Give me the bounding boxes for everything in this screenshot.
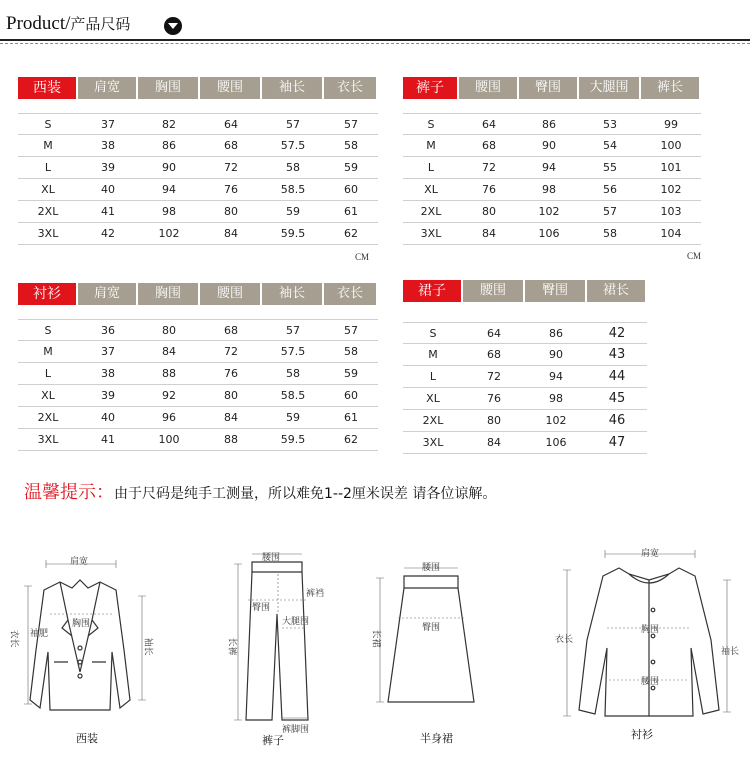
pants-size-cell: M bbox=[426, 139, 436, 152]
pants-header-cell: 臀围 bbox=[519, 77, 579, 99]
shirt-value-cell: 57 bbox=[344, 324, 358, 337]
pants-value-cell: 54 bbox=[603, 139, 617, 152]
suit-value-cell: 58.5 bbox=[280, 183, 306, 196]
suit-table-row bbox=[18, 135, 378, 157]
skirt-value-cell: 102 bbox=[545, 414, 567, 427]
suit-value-cell: 64 bbox=[224, 118, 238, 131]
suit-value-cell: 40 bbox=[101, 183, 115, 196]
title-english: Product/ bbox=[6, 13, 71, 34]
suit-value-cell: 98 bbox=[162, 205, 176, 218]
skirt-table-row bbox=[403, 322, 647, 344]
pants-value-cell: 99 bbox=[664, 118, 678, 131]
shirt-value-cell: 92 bbox=[162, 389, 176, 402]
pants-value-cell: 84 bbox=[482, 227, 496, 240]
skirt-value-cell: 94 bbox=[549, 370, 563, 383]
skirt-value-cell: 64 bbox=[487, 327, 501, 340]
suit-value-cell: 84 bbox=[224, 227, 238, 240]
pants-value-cell: 68 bbox=[482, 139, 496, 152]
shirt-size-cell: XL bbox=[41, 389, 55, 402]
suit-table-row bbox=[18, 113, 378, 135]
shirt-value-cell: 88 bbox=[224, 433, 238, 446]
suit-value-cell: 68 bbox=[224, 139, 238, 152]
shirt-value-cell: 61 bbox=[344, 411, 358, 424]
pants-value-cell: 102 bbox=[660, 183, 682, 196]
shirt-diagram-caption: 衬衫 bbox=[631, 728, 653, 741]
pants-header-cell: 大腿围 bbox=[579, 77, 641, 99]
suit-value-cell: 90 bbox=[162, 161, 176, 174]
suit-value-cell: 42 bbox=[101, 227, 115, 240]
suit-value-cell: 102 bbox=[158, 227, 180, 240]
shirt-value-cell: 37 bbox=[101, 345, 115, 358]
skirt-value-cell: 84 bbox=[487, 436, 501, 449]
skirt-hip-label: 臀围 bbox=[422, 623, 441, 633]
skirt-diagram-caption: 半身裙 bbox=[420, 732, 453, 745]
suit-header-cell: 腰围 bbox=[200, 77, 262, 99]
suit-size-cell: XL bbox=[41, 183, 55, 196]
suit-table-row bbox=[18, 201, 378, 223]
skirt-header-cell: 裙子 bbox=[403, 280, 463, 302]
notice-text: 由于尺码是纯手工测量，所以难免1--2厘米误差 请各位谅解。 bbox=[114, 486, 497, 502]
skirt-value-cell: 44 bbox=[608, 369, 626, 384]
suit-size-cell: 2XL bbox=[37, 205, 59, 218]
shirt-value-cell: 80 bbox=[224, 389, 238, 402]
shirt-value-cell: 59.5 bbox=[280, 433, 306, 446]
suit-value-cell: 94 bbox=[162, 183, 176, 196]
skirt-value-cell: 72 bbox=[487, 370, 501, 383]
pants-value-cell: 100 bbox=[660, 139, 682, 152]
suit-size-cell: M bbox=[43, 139, 53, 152]
suit-value-cell: 57 bbox=[344, 118, 358, 131]
pants-table-row bbox=[403, 223, 701, 245]
suit-value-cell: 58 bbox=[344, 139, 358, 152]
skirt-measurement-diagram bbox=[360, 540, 490, 750]
skirt-length-label: 长裙 bbox=[370, 629, 381, 648]
skirt-size-table bbox=[403, 280, 701, 480]
suit-value-cell: 58 bbox=[286, 161, 300, 174]
pants-table-row bbox=[403, 157, 701, 179]
suit-measurement-diagram bbox=[0, 540, 180, 750]
suit-header-cell: 西装 bbox=[18, 77, 78, 99]
shirt-value-cell: 84 bbox=[224, 411, 238, 424]
header-dashed-divider bbox=[0, 43, 750, 44]
shirt-shoulder-label: 肩宽 bbox=[641, 549, 660, 559]
pants-measurement-diagram bbox=[220, 540, 330, 750]
pants-value-cell: 86 bbox=[542, 118, 556, 131]
pants-size-table bbox=[403, 77, 701, 277]
suit-value-cell: 57.5 bbox=[280, 139, 306, 152]
shirt-header-cell: 衬衫 bbox=[18, 283, 78, 305]
suit-value-cell: 59 bbox=[286, 205, 300, 218]
shirt-size-cell: M bbox=[43, 345, 53, 358]
suit-unit: CM bbox=[355, 252, 370, 262]
suit-chest-label: 胸围 bbox=[72, 619, 91, 629]
skirt-size-cell: XL bbox=[426, 392, 440, 405]
chevron-down-icon bbox=[164, 17, 182, 35]
shirt-value-cell: 58 bbox=[344, 345, 358, 358]
suit-value-cell: 59 bbox=[344, 161, 358, 174]
shirt-sleeve-label: 袖长 bbox=[721, 647, 740, 657]
pants-size-cell: 2XL bbox=[420, 205, 442, 218]
suit-length-label: 衣长 bbox=[8, 629, 19, 648]
suit-size-cell: S bbox=[44, 118, 52, 131]
pants-size-cell: L bbox=[427, 161, 435, 174]
skirt-value-cell: 80 bbox=[487, 414, 501, 427]
shirt-value-cell: 60 bbox=[344, 389, 358, 402]
page-title bbox=[6, 13, 130, 35]
pants-value-cell: 56 bbox=[603, 183, 617, 196]
skirt-table-row bbox=[403, 366, 647, 388]
shirt-value-cell: 62 bbox=[344, 433, 358, 446]
skirt-waist-label: 腰围 bbox=[422, 563, 441, 573]
pants-value-cell: 90 bbox=[542, 139, 556, 152]
page-header bbox=[0, 0, 750, 44]
shirt-value-cell: 84 bbox=[162, 345, 176, 358]
skirt-value-cell: 90 bbox=[549, 348, 563, 361]
pants-value-cell: 94 bbox=[542, 161, 556, 174]
pants-value-cell: 104 bbox=[660, 227, 682, 240]
skirt-size-cell: 3XL bbox=[422, 436, 444, 449]
pants-value-cell: 106 bbox=[538, 227, 560, 240]
pants-table-row bbox=[403, 135, 701, 157]
pants-value-cell: 101 bbox=[660, 161, 682, 174]
pants-unit: CM bbox=[687, 251, 702, 261]
shirt-value-cell: 80 bbox=[162, 324, 176, 337]
shirt-size-cell: 2XL bbox=[37, 411, 59, 424]
pants-size-cell: S bbox=[427, 118, 435, 131]
shirt-value-cell: 39 bbox=[101, 389, 115, 402]
pants-value-cell: 103 bbox=[660, 205, 682, 218]
pants-crotch-label: 裤裆 bbox=[306, 589, 325, 599]
skirt-value-cell: 86 bbox=[549, 327, 563, 340]
suit-value-cell: 76 bbox=[224, 183, 238, 196]
pants-header-cell: 腰围 bbox=[459, 77, 519, 99]
pants-value-cell: 64 bbox=[482, 118, 496, 131]
skirt-header-cell: 臀围 bbox=[525, 280, 587, 302]
skirt-size-cell: 2XL bbox=[422, 414, 444, 427]
shirt-value-cell: 68 bbox=[224, 324, 238, 337]
pants-table-row bbox=[403, 201, 701, 223]
pants-size-cell: 3XL bbox=[420, 227, 442, 240]
skirt-value-cell: 45 bbox=[608, 391, 626, 406]
skirt-value-cell: 76 bbox=[487, 392, 501, 405]
skirt-value-cell: 68 bbox=[487, 348, 501, 361]
shirt-value-cell: 58 bbox=[286, 367, 300, 380]
shirt-value-cell: 88 bbox=[162, 367, 176, 380]
pants-value-cell: 55 bbox=[603, 161, 617, 174]
shirt-table-row bbox=[18, 407, 378, 429]
suit-header-cell: 胸围 bbox=[138, 77, 200, 99]
suit-value-cell: 39 bbox=[101, 161, 115, 174]
shirt-value-cell: 36 bbox=[101, 324, 115, 337]
skirt-header-cell: 腰围 bbox=[463, 280, 525, 302]
shirt-value-cell: 72 bbox=[224, 345, 238, 358]
pants-header-cell: 裤子 bbox=[403, 77, 459, 99]
shirt-value-cell: 59 bbox=[286, 411, 300, 424]
shirt-value-cell: 76 bbox=[224, 367, 238, 380]
skirt-size-cell: S bbox=[429, 327, 437, 340]
pants-value-cell: 53 bbox=[603, 118, 617, 131]
suit-header-cell: 袖长 bbox=[262, 77, 324, 99]
title-chinese: 产品尺码 bbox=[70, 15, 131, 33]
skirt-size-cell: L bbox=[429, 370, 437, 383]
pants-length-label: 长裤 bbox=[226, 637, 237, 656]
suit-value-cell: 57 bbox=[286, 118, 300, 131]
pants-value-cell: 98 bbox=[542, 183, 556, 196]
suit-value-cell: 41 bbox=[101, 205, 115, 218]
shirt-header-cell: 胸围 bbox=[138, 283, 200, 305]
suit-size-cell: L bbox=[44, 161, 52, 174]
pants-hip-label: 臀围 bbox=[252, 603, 271, 613]
skirt-table-row bbox=[403, 344, 647, 366]
pants-value-cell: 58 bbox=[603, 227, 617, 240]
pants-size-cell: XL bbox=[424, 183, 438, 196]
shirt-value-cell: 57.5 bbox=[280, 345, 306, 358]
pants-diagram-caption: 裤子 bbox=[262, 734, 284, 747]
shirt-chest-label: 胸围 bbox=[641, 625, 660, 635]
shirt-size-table bbox=[18, 283, 378, 483]
shirt-table-row bbox=[18, 429, 378, 451]
suit-size-cell: 3XL bbox=[37, 227, 59, 240]
suit-size-table bbox=[18, 77, 378, 277]
suit-value-cell: 60 bbox=[344, 183, 358, 196]
skirt-size-cell: M bbox=[428, 348, 438, 361]
skirt-header-cell: 裙长 bbox=[587, 280, 647, 302]
pants-waist-label: 腰围 bbox=[262, 553, 281, 563]
header-divider bbox=[0, 39, 750, 41]
shirt-size-cell: S bbox=[44, 324, 52, 337]
shirt-value-cell: 59 bbox=[344, 367, 358, 380]
shirt-table-row bbox=[18, 341, 378, 363]
suit-value-cell: 38 bbox=[101, 139, 115, 152]
skirt-value-cell: 98 bbox=[549, 392, 563, 405]
suit-value-cell: 59.5 bbox=[280, 227, 306, 240]
shirt-length-label: 衣长 bbox=[555, 635, 574, 645]
shirt-table-row bbox=[18, 319, 378, 341]
skirt-value-cell: 46 bbox=[608, 413, 626, 428]
shirt-header-cell: 袖长 bbox=[262, 283, 324, 305]
suit-value-cell: 72 bbox=[224, 161, 238, 174]
shirt-value-cell: 58.5 bbox=[280, 389, 306, 402]
pants-thigh-label: 大腿围 bbox=[282, 617, 310, 627]
pants-table-row bbox=[403, 179, 701, 201]
suit-value-cell: 61 bbox=[344, 205, 358, 218]
suit-value-cell: 80 bbox=[224, 205, 238, 218]
shirt-outline-graphic bbox=[545, 540, 750, 740]
shirt-waist-label: 腰围 bbox=[641, 677, 660, 687]
shirt-header-cell: 衣长 bbox=[324, 283, 378, 305]
shirt-value-cell: 96 bbox=[162, 411, 176, 424]
shirt-measurement-diagram bbox=[545, 540, 750, 750]
suit-sleeve-length-label: 袖长 bbox=[142, 637, 153, 656]
suit-value-cell: 62 bbox=[344, 227, 358, 240]
shirt-header-cell: 肩宽 bbox=[78, 283, 138, 305]
shirt-value-cell: 38 bbox=[101, 367, 115, 380]
pants-header-cell: 裤长 bbox=[641, 77, 701, 99]
suit-table-row bbox=[18, 179, 378, 201]
skirt-value-cell: 106 bbox=[545, 436, 567, 449]
pants-hem-label: 裤脚围 bbox=[282, 725, 310, 735]
shirt-value-cell: 41 bbox=[101, 433, 115, 446]
pants-value-cell: 80 bbox=[482, 205, 496, 218]
suit-sleeve-width-label: 袖肥 bbox=[30, 629, 49, 639]
skirt-value-cell: 42 bbox=[608, 326, 626, 341]
shirt-value-cell: 57 bbox=[286, 324, 300, 337]
pants-value-cell: 57 bbox=[603, 205, 617, 218]
skirt-value-cell: 47 bbox=[608, 435, 626, 450]
pants-value-cell: 76 bbox=[482, 183, 496, 196]
shirt-size-cell: L bbox=[44, 367, 52, 380]
suit-diagram-caption: 西装 bbox=[76, 732, 98, 745]
size-notice bbox=[24, 478, 496, 504]
shirt-size-cell: 3XL bbox=[37, 433, 59, 446]
notice-label: 温馨提示： bbox=[24, 482, 114, 503]
skirt-table-row bbox=[403, 432, 647, 454]
suit-value-cell: 82 bbox=[162, 118, 176, 131]
shirt-table-row bbox=[18, 363, 378, 385]
shirt-header-cell: 腰围 bbox=[200, 283, 262, 305]
suit-table-row bbox=[18, 157, 378, 179]
pants-value-cell: 102 bbox=[538, 205, 560, 218]
shirt-value-cell: 40 bbox=[101, 411, 115, 424]
shirt-table-row bbox=[18, 385, 378, 407]
shirt-value-cell: 100 bbox=[158, 433, 180, 446]
skirt-table-row bbox=[403, 410, 647, 432]
suit-header-cell: 肩宽 bbox=[78, 77, 138, 99]
skirt-value-cell: 43 bbox=[608, 347, 626, 362]
pants-table-row bbox=[403, 113, 701, 135]
suit-header-cell: 衣长 bbox=[324, 77, 378, 99]
pants-value-cell: 72 bbox=[482, 161, 496, 174]
skirt-table-row bbox=[403, 388, 647, 410]
suit-value-cell: 86 bbox=[162, 139, 176, 152]
suit-shoulder-label: 肩宽 bbox=[70, 557, 89, 567]
suit-table-row bbox=[18, 223, 378, 245]
suit-value-cell: 37 bbox=[101, 118, 115, 131]
